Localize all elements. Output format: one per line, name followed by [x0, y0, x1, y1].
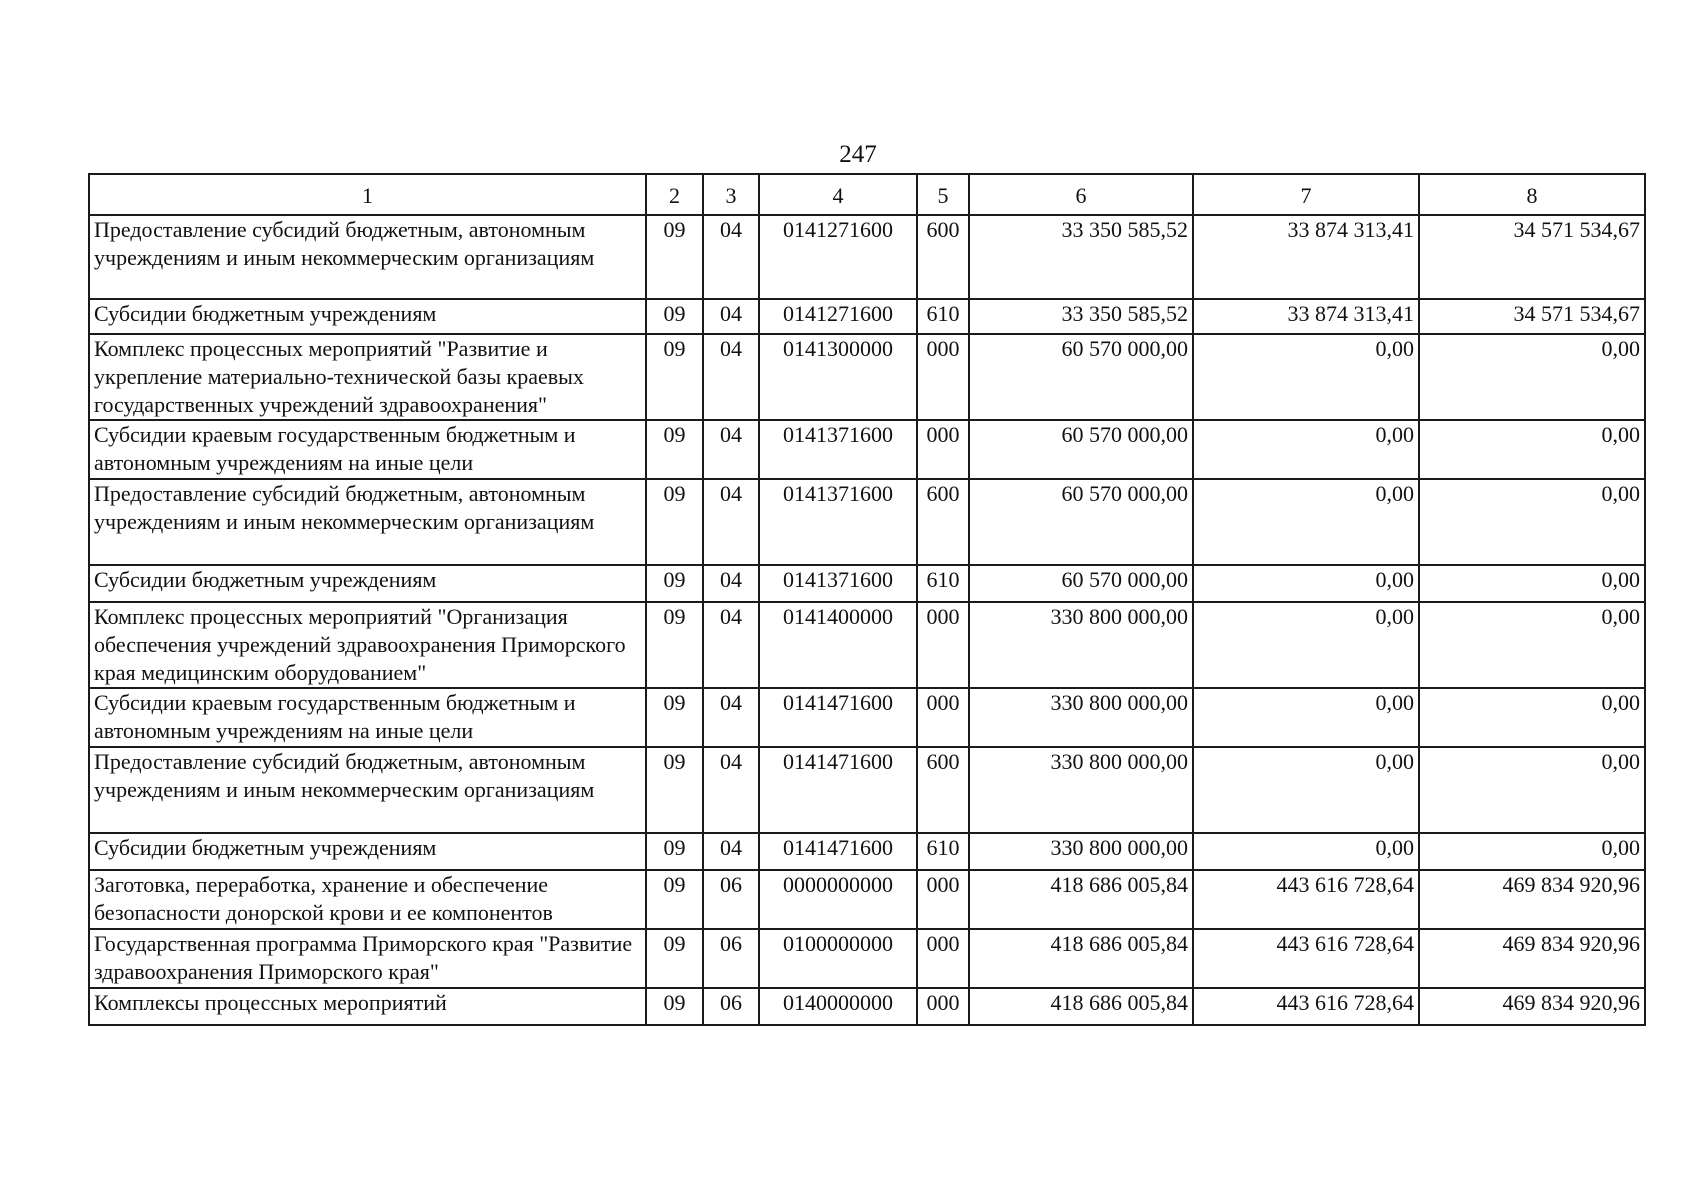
target-article-code: 0141271600: [759, 299, 917, 334]
amount-col7: 0,00: [1193, 688, 1419, 747]
table-row: [89, 602, 1645, 688]
item-name: Комплексы процессных мероприятий: [89, 988, 646, 1025]
section-code: 09: [646, 602, 703, 688]
amount-col6: 330 800 000,00: [969, 833, 1193, 870]
target-article-code: 0141371600: [759, 420, 917, 479]
section-code: 09: [646, 334, 703, 420]
amount-col8: 0,00: [1419, 420, 1645, 479]
expense-type-code: 000: [917, 688, 969, 747]
amount-col7: 0,00: [1193, 479, 1419, 565]
target-article-code: 0140000000: [759, 988, 917, 1025]
table-row: [89, 215, 1645, 299]
amount-col7: 0,00: [1193, 334, 1419, 420]
page-number: 247: [839, 141, 877, 168]
section-code: 09: [646, 299, 703, 334]
target-article-code: 0141471600: [759, 688, 917, 747]
column-header: 3: [703, 174, 759, 215]
amount-col8: 0,00: [1419, 833, 1645, 870]
target-article-code: 0100000000: [759, 929, 917, 988]
amount-col8: 34 571 534,67: [1419, 215, 1645, 299]
subsection-code: 04: [703, 565, 759, 602]
item-name: Предоставление субсидий бюджетным, автономным учреждениям и иным некоммерческим организациям: [89, 479, 646, 565]
section-code: 09: [646, 420, 703, 479]
section-code: 09: [646, 688, 703, 747]
item-name: Субсидии краевым государственным бюджетным и автономным учреждениям на иные цели: [89, 688, 646, 747]
expense-type-code: 600: [917, 747, 969, 833]
table-row: [89, 688, 1645, 747]
amount-col7: 33 874 313,41: [1193, 215, 1419, 299]
section-code: 09: [646, 215, 703, 299]
amount-col7: 443 616 728,64: [1193, 929, 1419, 988]
column-header: 6: [969, 174, 1193, 215]
item-name: Субсидии бюджетным учреждениям: [89, 565, 646, 602]
section-code: 09: [646, 565, 703, 602]
table-row: [89, 747, 1645, 833]
subsection-code: 06: [703, 988, 759, 1025]
expense-type-code: 000: [917, 602, 969, 688]
column-header: 2: [646, 174, 703, 215]
item-name: Предоставление субсидий бюджетным, автономным учреждениям и иным некоммерческим организациям: [89, 747, 646, 833]
amount-col8: 469 834 920,96: [1419, 929, 1645, 988]
item-name: Комплекс процессных мероприятий "Развитие и укрепление материально-технической базы краевых государственных учреждений здравоохранения": [89, 334, 646, 420]
amount-col7: 0,00: [1193, 420, 1419, 479]
amount-col6: 60 570 000,00: [969, 479, 1193, 565]
item-name: Заготовка, переработка, хранение и обеспечение безопасности донорской крови и ее компонентов: [89, 870, 646, 929]
amount-col6: 33 350 585,52: [969, 215, 1193, 299]
table-row: [89, 870, 1645, 929]
amount-col6: 60 570 000,00: [969, 334, 1193, 420]
target-article-code: 0141271600: [759, 215, 917, 299]
amount-col8: 0,00: [1419, 565, 1645, 602]
amount-col7: 33 874 313,41: [1193, 299, 1419, 334]
target-article-code: 0141400000: [759, 602, 917, 688]
table-row: [89, 833, 1645, 870]
section-code: 09: [646, 479, 703, 565]
column-header: 8: [1419, 174, 1645, 215]
expense-type-code: 610: [917, 565, 969, 602]
table-row: [89, 479, 1645, 565]
amount-col7: 0,00: [1193, 833, 1419, 870]
table-row: [89, 299, 1645, 334]
expense-type-code: 600: [917, 215, 969, 299]
item-name: Субсидии краевым государственным бюджетным и автономным учреждениям на иные цели: [89, 420, 646, 479]
amount-col8: 34 571 534,67: [1419, 299, 1645, 334]
subsection-code: 04: [703, 334, 759, 420]
table-row: [89, 420, 1645, 479]
amount-col6: 60 570 000,00: [969, 420, 1193, 479]
column-header: 7: [1193, 174, 1419, 215]
expense-type-code: 000: [917, 870, 969, 929]
amount-col6: 418 686 005,84: [969, 929, 1193, 988]
amount-col7: 0,00: [1193, 747, 1419, 833]
target-article-code: 0141300000: [759, 334, 917, 420]
amount-col6: 418 686 005,84: [969, 870, 1193, 929]
subsection-code: 04: [703, 688, 759, 747]
amount-col7: 443 616 728,64: [1193, 988, 1419, 1025]
expense-type-code: 610: [917, 833, 969, 870]
amount-col7: 0,00: [1193, 602, 1419, 688]
column-number-row: [89, 174, 1645, 215]
section-code: 09: [646, 870, 703, 929]
amount-col6: 33 350 585,52: [969, 299, 1193, 334]
subsection-code: 04: [703, 747, 759, 833]
section-code: 09: [646, 929, 703, 988]
subsection-code: 04: [703, 215, 759, 299]
amount-col6: 330 800 000,00: [969, 688, 1193, 747]
section-code: 09: [646, 988, 703, 1025]
subsection-code: 04: [703, 479, 759, 565]
subsection-code: 06: [703, 929, 759, 988]
amount-col6: 60 570 000,00: [969, 565, 1193, 602]
amount-col7: 0,00: [1193, 565, 1419, 602]
item-name: Комплекс процессных мероприятий "Организация обеспечения учреждений здравоохранения Приморского края медицинским оборудованием": [89, 602, 646, 688]
expense-type-code: 000: [917, 420, 969, 479]
subsection-code: 06: [703, 870, 759, 929]
target-article-code: 0141471600: [759, 833, 917, 870]
table-row: [89, 565, 1645, 602]
amount-col8: 0,00: [1419, 602, 1645, 688]
subsection-code: 04: [703, 602, 759, 688]
subsection-code: 04: [703, 299, 759, 334]
section-code: 09: [646, 747, 703, 833]
item-name: Предоставление субсидий бюджетным, автономным учреждениям и иным некоммерческим организациям: [89, 215, 646, 299]
expense-type-code: 000: [917, 929, 969, 988]
amount-col6: 330 800 000,00: [969, 747, 1193, 833]
expense-type-code: 610: [917, 299, 969, 334]
item-name: Субсидии бюджетным учреждениям: [89, 299, 646, 334]
section-code: 09: [646, 833, 703, 870]
target-article-code: 0000000000: [759, 870, 917, 929]
amount-col8: 0,00: [1419, 688, 1645, 747]
table-row: [89, 988, 1645, 1025]
table-row: [89, 334, 1645, 420]
column-header: 5: [917, 174, 969, 215]
table-row: [89, 929, 1645, 988]
expense-type-code: 000: [917, 334, 969, 420]
column-header: 1: [89, 174, 646, 215]
amount-col6: 330 800 000,00: [969, 602, 1193, 688]
item-name: Субсидии бюджетным учреждениям: [89, 833, 646, 870]
amount-col6: 418 686 005,84: [969, 988, 1193, 1025]
column-header: 4: [759, 174, 917, 215]
amount-col8: 469 834 920,96: [1419, 988, 1645, 1025]
amount-col8: 469 834 920,96: [1419, 870, 1645, 929]
subsection-code: 04: [703, 833, 759, 870]
subsection-code: 04: [703, 420, 759, 479]
target-article-code: 0141471600: [759, 747, 917, 833]
amount-col7: 443 616 728,64: [1193, 870, 1419, 929]
target-article-code: 0141371600: [759, 479, 917, 565]
amount-col8: 0,00: [1419, 747, 1645, 833]
amount-col8: 0,00: [1419, 334, 1645, 420]
item-name: Государственная программа Приморского края "Развитие здравоохранения Приморского края": [89, 929, 646, 988]
expense-type-code: 000: [917, 988, 969, 1025]
budget-table: [88, 173, 1646, 1026]
expense-type-code: 600: [917, 479, 969, 565]
amount-col8: 0,00: [1419, 479, 1645, 565]
target-article-code: 0141371600: [759, 565, 917, 602]
